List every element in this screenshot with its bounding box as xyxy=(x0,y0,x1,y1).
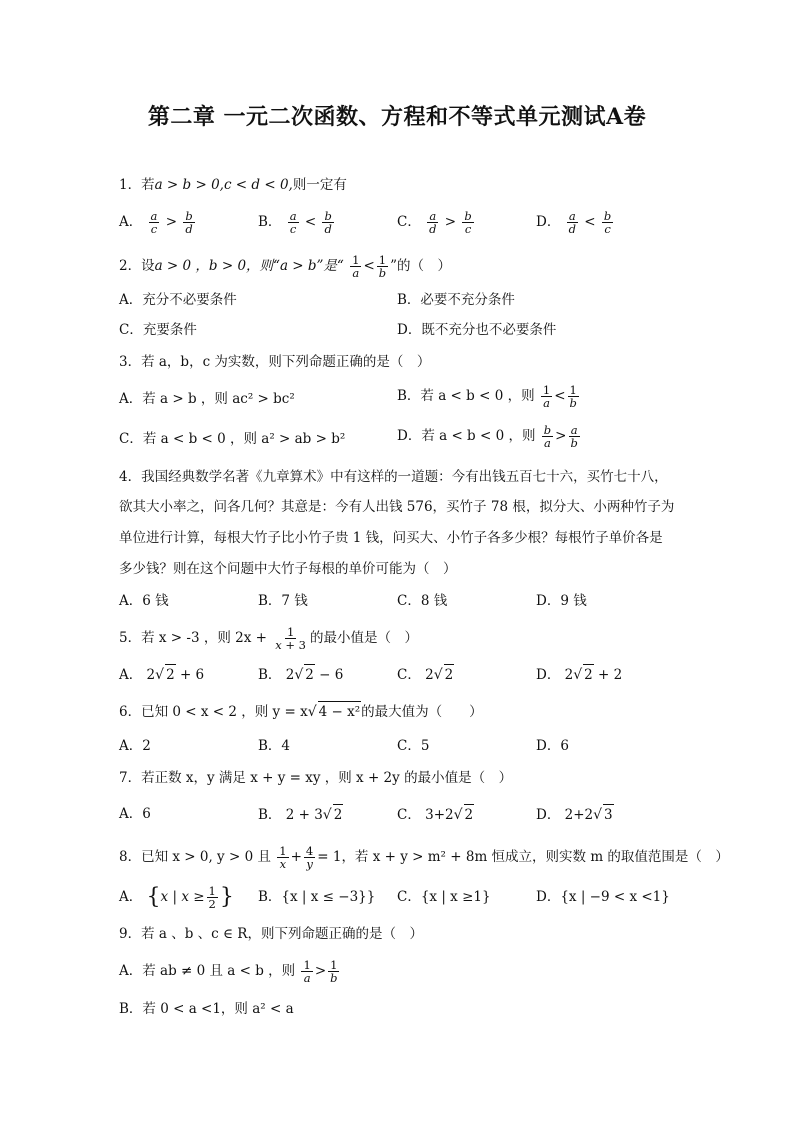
fraction-b-over-d: $\frac{b}{d}$ xyxy=(185,209,193,236)
question-4-option-b[interactable]: B．7 钱 xyxy=(258,593,308,609)
option-label: C． xyxy=(397,214,421,230)
question-2-option-d[interactable]: D．既不充分也不必要条件 xyxy=(397,322,557,338)
question-1-option-c[interactable]: C． $\frac{a}{d}$ > $\frac{b}{c}$ xyxy=(397,209,472,236)
question-5-option-d[interactable]: D． 2√ 2 + 2 xyxy=(536,664,622,685)
fraction-1-over-b: $\frac{1}{b}$ xyxy=(378,253,387,280)
question-1-condition: a > b > 0,c < d < 0, xyxy=(154,177,293,193)
radicand: 4 − x² xyxy=(318,701,362,722)
fraction-1-over-a: $\frac{1}{a}$ xyxy=(352,253,360,280)
question-6-text: 6．已知 0 < x < 2 ，则 y = x xyxy=(119,704,308,720)
option-label: B． xyxy=(258,214,282,230)
question-3-option-d[interactable]: D．若 a < b < 0 ，则 $\frac{b}{a}$ > $\frac{a}{b}$ xyxy=(397,423,578,450)
question-1-tail: 则一定有 xyxy=(292,177,347,193)
option-label: D． xyxy=(536,807,561,823)
fraction-1-over-b: $\frac{1}{b}$ xyxy=(569,383,577,410)
question-7-stem: 7．若正数 x，y 满足 x + y = xy ，则 x + 2y 的最小值是（ ） xyxy=(119,770,513,786)
question-4-line-2: 欲其大小率之，问各几何？其意是：今有人出钱 576，买竹子 78 根，拟分大、小两种竹子为 xyxy=(119,499,675,515)
question-7-option-c[interactable]: C． 3+2√ 2 xyxy=(397,804,474,825)
option-label: A． xyxy=(119,667,143,683)
question-1-option-d[interactable]: D． $\frac{a}{d}$ < $\frac{b}{c}$ xyxy=(536,209,612,236)
fraction-a-over-d: $\frac{a}{d}$ xyxy=(429,209,437,236)
fraction-b-over-d: $\frac{b}{d}$ xyxy=(324,209,332,236)
question-4-option-a[interactable]: A．6 钱 xyxy=(119,593,169,609)
option-label: B． xyxy=(258,667,282,683)
question-1-number: 1．若 xyxy=(119,177,155,193)
question-5-tail: 的最小值是（ ） xyxy=(310,630,418,646)
question-1-option-b[interactable]: B． $\frac{a}{c}$ < $\frac{b}{d}$ xyxy=(258,209,332,236)
option-label: A． xyxy=(119,214,143,230)
fraction-1-over-2: $\frac{1}{2}$ xyxy=(208,884,216,911)
fraction-a-over-b: $\frac{a}{b}$ xyxy=(570,423,578,450)
question-9-option-a[interactable]: A．若 ab ≠ 0 且 a < b ，则 $\frac{1}{a}$ > $\frac{1}{b}$ xyxy=(119,958,338,985)
question-8-text: 8．已知 x > 0, y > 0 且 xyxy=(119,849,271,865)
question-4-line-1: 4．我国经典数学名著《九章算术》中有这样的一道题：今有出钱五百七十六，买竹七十八， xyxy=(119,469,668,485)
fraction-1-over-x-plus-3: $\frac{1}{x + 3}$ xyxy=(275,625,306,652)
option-text: B．若 a < b < 0 ，则 xyxy=(397,388,535,404)
question-5-text: 5．若 x > -3 ，则 2x + xyxy=(119,630,267,646)
question-2-number: 2．设 xyxy=(119,258,155,274)
question-5-option-a[interactable]: A． 2√ 2 + 6 xyxy=(119,664,204,685)
question-7-option-b[interactable]: B． 2 + 3√ 2 xyxy=(258,804,343,825)
option-label: D． xyxy=(536,214,561,230)
question-8-tail: ，若 x + y > m² + 8m 恒成立，则实数 m 的取值范围是（ ） xyxy=(341,849,729,865)
option-label: C． xyxy=(397,667,421,683)
fraction-b-over-a: $\frac{b}{a}$ xyxy=(543,423,552,450)
question-4-option-c[interactable]: C．8 钱 xyxy=(397,593,448,609)
option-text: D．若 a < b < 0 ，则 xyxy=(397,428,536,444)
fraction-a-over-c: $\frac{a}{c}$ xyxy=(150,209,158,236)
question-8-option-d[interactable]: D．{x | −9 < x <1} xyxy=(536,889,670,905)
page-title: 第二章 一元二次函数、方程和不等式单元测试A卷 xyxy=(147,104,647,130)
question-2-stem: 2．设a > 0 ，b > 0，则“a > b”是“ $\frac{1}{a}$ < $\frac{1}{b}$ ”的（ ） xyxy=(119,253,452,280)
question-8-option-a[interactable]: A． {x | x ≥ $\frac{1}{2}$ } xyxy=(119,884,234,911)
fraction-b-over-c: $\frac{b}{c}$ xyxy=(603,209,612,236)
question-3-option-b[interactable]: B．若 a < b < 0 ，则 $\frac{1}{a}$ < $\frac{1}{b}$ xyxy=(397,383,577,410)
option-text: A．若 ab ≠ 0 且 a < b ，则 xyxy=(119,963,296,979)
question-3-stem: 3．若 a，b，c 为实数，则下列命题正确的是（ ） xyxy=(119,354,431,370)
question-2-option-a[interactable]: A．充分不必要条件 xyxy=(119,292,237,308)
fraction-a-over-d: $\frac{a}{d}$ xyxy=(568,209,576,236)
question-8-stem: 8．已知 x > 0, y > 0 且 $\frac{1}{x}$ + $\frac{4}{y}$ = 1，若 x + y > m² + 8m 恒成立，则实数 m 的取值范围是（ ） xyxy=(119,844,729,871)
option-label: B． xyxy=(258,807,282,823)
question-6-stem: 6．已知 0 < x < 2 ，则 y = x√ 4 − x²的最大值为（ ） xyxy=(119,701,483,722)
fraction-b-over-c: $\frac{b}{c}$ xyxy=(464,209,472,236)
question-2-option-b[interactable]: B．必要不充分条件 xyxy=(397,292,515,308)
question-4-line-3: 单位进行计算，每根大竹子比小竹子贵 1 钱，问买大、小竹子各多少根？每根竹子单价各是 xyxy=(119,530,663,546)
question-2-option-c[interactable]: C．充要条件 xyxy=(119,322,197,338)
option-label: A． xyxy=(119,889,143,905)
fraction-1-over-a: $\frac{1}{a}$ xyxy=(303,958,311,985)
question-1-option-a[interactable]: A． $\frac{a}{c}$ > $\frac{b}{d}$ xyxy=(119,209,193,236)
question-6-option-c[interactable]: C．5 xyxy=(397,738,430,754)
question-2-tail: ”的（ ） xyxy=(390,258,452,274)
question-5-stem xyxy=(119,626,418,651)
question-5-option-c[interactable]: C． 2√ 2 xyxy=(397,664,454,685)
fraction-1-over-a: $\frac{1}{a}$ xyxy=(542,383,551,410)
question-9-stem: 9．若 a 、b 、c ∈ R，则下列命题正确的是（ ） xyxy=(119,926,423,942)
question-2-condition: a > 0 ，b > 0，则“a > b”是“ xyxy=(154,258,344,274)
question-9-option-b[interactable]: B．若 0 < a <1，则 a² < a xyxy=(119,1001,294,1017)
fraction-1-over-x: $\frac{1}{x}$ xyxy=(279,844,287,871)
fraction-1-over-b: $\frac{1}{b}$ xyxy=(330,958,338,985)
fraction-4-over-y: $\frac{4}{y}$ xyxy=(305,844,314,871)
question-6-tail: 的最大值为（ ） xyxy=(361,704,483,720)
question-4-option-d[interactable]: D．9 钱 xyxy=(536,593,587,609)
option-label: D． xyxy=(536,667,561,683)
question-6-option-b[interactable]: B．4 xyxy=(258,738,291,754)
fraction-a-over-c: $\frac{a}{c}$ xyxy=(289,209,297,236)
question-8-option-c[interactable]: C．{x | x ≥1} xyxy=(397,889,491,905)
question-8-option-b[interactable]: B．{x | x ≤ −3}} xyxy=(258,889,376,905)
question-5-option-b[interactable]: B． 2√ 2 − 6 xyxy=(258,664,343,685)
question-7-option-a[interactable]: A．6 xyxy=(119,806,151,822)
question-4-line-4: 多少钱？则在这个问题中大竹子每根的单价可能为（ ） xyxy=(119,561,457,577)
question-3-option-c[interactable]: C．若 a < b < 0 ，则 a² > ab > b² xyxy=(119,431,346,447)
question-1-stem xyxy=(119,175,347,195)
option-label: C． xyxy=(397,807,421,823)
question-7-option-d[interactable]: D． 2+2√ 3 xyxy=(536,804,614,825)
question-6-option-d[interactable]: D．6 xyxy=(536,738,569,754)
question-6-option-a[interactable]: A．2 xyxy=(119,738,151,754)
question-3-option-a[interactable]: A．若 a > b ，则 ac² > bc² xyxy=(119,391,295,407)
